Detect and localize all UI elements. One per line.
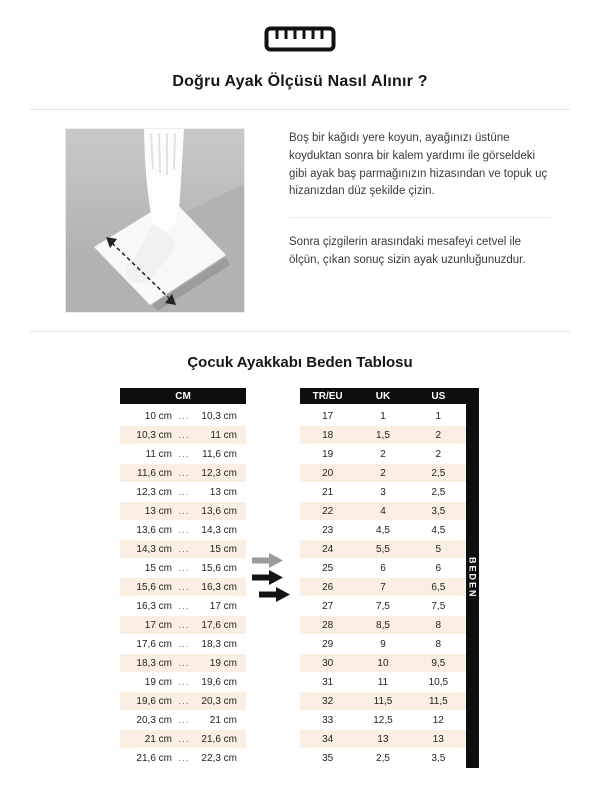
cm-size-table (120, 388, 246, 768)
cm-min-value: 21,6 cm (136, 752, 172, 764)
page-title: Doğru Ayak Ölçüsü Nasıl Alınır ? (172, 73, 428, 90)
cm-table-row (120, 597, 246, 616)
tr-eu-value: 20 (322, 467, 334, 479)
tr-eu-value: 24 (322, 543, 334, 555)
size-table-row (300, 502, 466, 521)
cm-table-row (120, 578, 246, 597)
cm-min-value: 20,3 cm (136, 714, 172, 726)
dots-separator: ... (178, 676, 190, 688)
size-table-row (300, 578, 466, 597)
dots-separator: ... (178, 619, 190, 631)
cm-min-value: 19,6 cm (136, 695, 172, 707)
cm-max-value: 14,3 cm (201, 524, 237, 536)
column-header-us: US (431, 390, 446, 402)
cm-table-row (120, 673, 246, 692)
cm-table-row (120, 730, 246, 749)
us-value: 11,5 (428, 695, 448, 707)
ruler-icon (264, 26, 336, 57)
cm-max-value: 11 cm (210, 429, 237, 441)
size-table-row (300, 445, 466, 464)
tr-eu-value: 32 (322, 695, 334, 707)
size-table-row (300, 464, 466, 483)
uk-value: 1 (380, 410, 386, 422)
us-value: 6 (435, 562, 442, 574)
cm-max-value: 19 cm (209, 657, 237, 669)
uk-value: 9 (380, 638, 386, 650)
cm-max-value: 11,6 cm (202, 448, 237, 460)
double-right-arrows-icon (250, 549, 296, 608)
us-value: 4,5 (431, 524, 446, 536)
tr-eu-value: 27 (322, 600, 334, 612)
tr-eu-value: 18 (322, 429, 334, 441)
dots-separator: ... (178, 752, 190, 764)
column-header-tr-eu: TR/EU (312, 390, 343, 402)
cm-min-value: 17 cm (144, 619, 172, 631)
cm-max-value: 15 cm (209, 543, 237, 555)
size-table-row (300, 616, 466, 635)
us-value: 8 (435, 638, 442, 650)
cm-table-header: CM (120, 388, 246, 404)
uk-value: 3 (380, 486, 386, 498)
dots-separator: ... (178, 429, 190, 441)
us-value: 9,5 (431, 657, 446, 669)
size-table-row (300, 407, 466, 426)
size-table-row (300, 730, 466, 749)
cm-max-value: 22,3 cm (201, 752, 237, 764)
uk-value: 4 (380, 505, 386, 517)
tr-eu-value: 23 (322, 524, 334, 536)
tr-eu-value: 21 (322, 486, 334, 498)
cm-max-value: 18,3 cm (201, 638, 237, 650)
tr-eu-value: 17 (322, 410, 334, 422)
us-value: 12 (432, 714, 444, 726)
cm-table-row (120, 654, 246, 673)
cm-min-value: 21 cm (144, 733, 172, 745)
cm-min-value: 11 cm (145, 448, 172, 460)
cm-max-value: 15,6 cm (201, 562, 237, 574)
tr-eu-value: 25 (322, 562, 334, 574)
us-value: 10,5 (428, 676, 449, 688)
cm-max-value: 13,6 cm (201, 505, 237, 517)
cm-max-value: 17 cm (209, 600, 237, 612)
size-table-row (300, 426, 466, 445)
us-value: 2,5 (431, 467, 446, 479)
cm-min-value: 12,3 cm (136, 486, 172, 498)
cm-min-value: 15 cm (144, 562, 172, 574)
cm-table-row (120, 635, 246, 654)
cm-min-value: 18,3 cm (136, 657, 172, 669)
cm-min-value: 10 cm (144, 410, 172, 422)
foot-measurement-image (65, 128, 245, 313)
uk-value: 1,5 (376, 429, 390, 441)
dots-separator: ... (178, 448, 190, 460)
cm-table-row (120, 445, 246, 464)
cm-max-value: 20,3 cm (201, 695, 237, 707)
tr-eu-value: 31 (322, 676, 334, 688)
size-table-title: Çocuk Ayakkabı Beden Tablosu (187, 354, 413, 371)
us-value: 5 (435, 543, 442, 555)
instructions-text-block (289, 128, 551, 313)
cm-min-value: 11,6 cm (137, 467, 172, 479)
tr-eu-value: 30 (322, 657, 334, 669)
size-table-row (300, 692, 466, 711)
cm-table-row (120, 464, 246, 483)
us-value: 3,5 (431, 752, 446, 764)
cm-max-value: 12,3 cm (201, 467, 237, 479)
us-value: 3,5 (431, 505, 446, 517)
uk-value: 2 (380, 467, 386, 479)
arrows-column (246, 388, 300, 768)
cm-max-value: 17,6 cm (201, 619, 237, 631)
cm-min-value: 17,6 cm (136, 638, 172, 650)
uk-value: 11,5 (373, 695, 393, 707)
size-table-row (300, 711, 466, 730)
cm-table-row (120, 502, 246, 521)
us-value: 2,5 (431, 486, 446, 498)
cm-table-row (120, 407, 246, 426)
cm-table-row (120, 559, 246, 578)
instruction-paragraph-1: Boş bir kağıdı yere koyun, ayağınızı üstüne koyduktan sonra bir kalem yardımı ile görseldeki gibi ayak baş parmağınızın hizasından ve topuk uç hizanızdan düz şekilde çizin. (289, 132, 548, 198)
cm-table-row (120, 616, 246, 635)
dots-separator: ... (178, 714, 190, 726)
uk-value: 7 (380, 581, 386, 593)
dots-separator: ... (178, 695, 190, 707)
international-size-table (300, 388, 466, 768)
tr-eu-value: 26 (322, 581, 334, 593)
dots-separator: ... (178, 410, 190, 422)
dots-separator: ... (178, 505, 190, 517)
cm-min-value: 13,6 cm (136, 524, 172, 536)
beden-side-bar (466, 388, 479, 768)
size-table-row (300, 483, 466, 502)
dots-separator: ... (178, 657, 190, 669)
size-table-row (300, 673, 466, 692)
cm-table-body (120, 407, 246, 768)
cm-max-value: 21 cm (209, 714, 237, 726)
tr-eu-value: 33 (322, 714, 334, 726)
uk-value: 8,5 (376, 619, 390, 631)
middle-divider (30, 331, 570, 332)
size-tables-section (120, 388, 600, 768)
size-table-row (300, 597, 466, 616)
size-table-row (300, 540, 466, 559)
size-table-row (300, 559, 466, 578)
us-value: 2 (435, 448, 442, 460)
cm-table-row (120, 711, 246, 730)
uk-value: 6 (380, 562, 386, 574)
cm-table-row (120, 521, 246, 540)
paragraph-divider (289, 217, 551, 218)
us-value: 1 (435, 410, 442, 422)
tr-eu-value: 35 (322, 752, 334, 764)
uk-value: 2 (380, 448, 386, 460)
us-value: 7,5 (431, 600, 446, 612)
size-table-row (300, 749, 466, 768)
tr-eu-value: 19 (322, 448, 334, 460)
us-value: 13 (432, 733, 444, 745)
international-table-header (300, 388, 466, 404)
beden-label: BEDEN (467, 557, 478, 599)
cm-table-row (120, 540, 246, 559)
dots-separator: ... (178, 638, 190, 650)
uk-value: 7,5 (376, 600, 390, 612)
dots-separator: ... (178, 486, 190, 498)
cm-max-value: 21,6 cm (201, 733, 237, 745)
eu-table-body (300, 407, 466, 768)
cm-max-value: 13 cm (209, 486, 237, 498)
tr-eu-value: 29 (322, 638, 334, 650)
size-table-row (300, 654, 466, 673)
international-size-table-wrap (300, 388, 479, 768)
cm-max-value: 19,6 cm (201, 676, 237, 688)
cm-table-row (120, 426, 246, 445)
dots-separator: ... (178, 467, 190, 479)
cm-min-value: 13 cm (144, 505, 172, 517)
cm-table-row (120, 692, 246, 711)
dots-separator: ... (178, 581, 190, 593)
us-value: 6,5 (431, 581, 446, 593)
tr-eu-value: 28 (322, 619, 334, 631)
size-table-row (300, 635, 466, 654)
uk-value: 13 (377, 733, 389, 745)
cm-max-value: 10,3 cm (201, 410, 237, 422)
dots-separator: ... (178, 600, 190, 612)
dots-separator: ... (178, 524, 190, 536)
dots-separator: ... (178, 733, 190, 745)
dots-separator: ... (178, 562, 190, 574)
tr-eu-value: 34 (322, 733, 334, 745)
us-value: 2 (435, 429, 442, 441)
instruction-paragraph-2: Sonra çizgilerin arasındaki mesafeyi cetvel ile ölçün, çıkan sonuç sizin ayak uzunluğunuzdur. (289, 236, 526, 267)
cm-max-value: 16,3 cm (201, 581, 237, 593)
size-table-row (300, 521, 466, 540)
cm-min-value: 16,3 cm (136, 600, 172, 612)
uk-value: 12,5 (373, 714, 393, 726)
cm-table-row (120, 483, 246, 502)
measurement-instructions-section (0, 110, 600, 313)
column-header-uk: UK (375, 390, 391, 402)
cm-min-value: 10,3 cm (136, 429, 172, 441)
uk-value: 4,5 (376, 524, 390, 536)
uk-value: 2,5 (376, 752, 390, 764)
cm-table-row (120, 749, 246, 768)
cm-min-value: 15,6 cm (136, 581, 172, 593)
uk-value: 11 (377, 676, 389, 688)
cm-min-value: 19 cm (144, 676, 172, 688)
cm-min-value: 14,3 cm (136, 543, 172, 555)
dots-separator: ... (178, 543, 190, 555)
uk-value: 5,5 (376, 543, 390, 555)
us-value: 8 (435, 619, 442, 631)
uk-value: 10 (377, 657, 389, 669)
tr-eu-value: 22 (322, 505, 334, 517)
